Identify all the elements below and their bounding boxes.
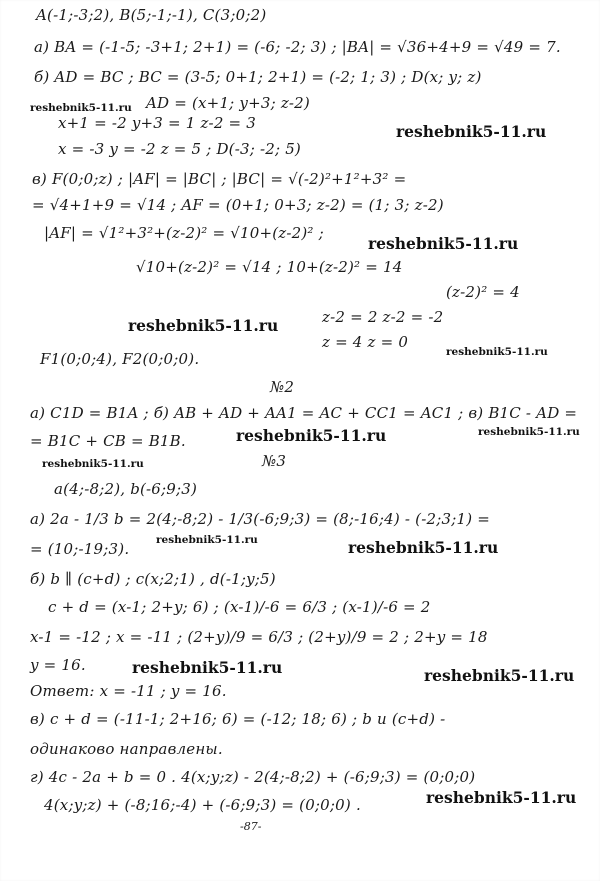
watermark-text: reshebnik5-11.ru bbox=[426, 788, 577, 807]
watermark-text: reshebnik5-11.ru bbox=[368, 234, 519, 253]
watermark-text: reshebnik5-11.ru bbox=[128, 316, 279, 335]
handwritten-line-8: = √4+1+9 = √14 ; AF = (0+1; 0+3; z-2) = (1; 3; z-2) bbox=[32, 196, 444, 214]
handwritten-line-29: г) 4c - 2a + b = 0 . 4(x;y;z) - 2(4;-8;2) + (-6;9;3) = (0;0;0) bbox=[30, 768, 476, 786]
handwritten-line-2: a) BA = (-1-5; -3+1; 2+1) = (-6; -2; 3) ; |BA| = √36+4+9 = √49 = 7. bbox=[34, 38, 561, 56]
handwritten-line-4: AD = (x+1; y+3; z-2) bbox=[146, 94, 310, 112]
handwritten-line-26: Ответ: x = -11 ; y = 16. bbox=[30, 682, 227, 700]
handwritten-line-20: a) 2a - 1/3 b = 2(4;-8;2) - 1/3(-6;9;3) = (8;-16;4) - (-2;3;1) = bbox=[30, 510, 490, 528]
handwritten-line-14: F1(0;0;4), F2(0;0;0). bbox=[40, 350, 200, 368]
handwritten-line-17: = B1C + CB = B1B. bbox=[30, 432, 186, 450]
handwritten-line-10: √10+(z-2)² = √14 ; 10+(z-2)² = 14 bbox=[136, 258, 403, 276]
handwritten-line-11: (z-2)² = 4 bbox=[446, 283, 520, 301]
handwritten-line-25: y = 16. bbox=[30, 656, 86, 674]
handwritten-line-9: |AF| = √1²+3²+(z-2)² = √10+(z-2)² ; bbox=[44, 224, 324, 242]
watermark-text: reshebnik5-11.ru bbox=[446, 346, 548, 358]
handwritten-line-28: одинаково направлены. bbox=[30, 740, 223, 758]
watermark-text: reshebnik5-11.ru bbox=[236, 426, 387, 445]
handwritten-line-1: A(-1;-3;2), B(5;-1;-1), C(3;0;2) bbox=[36, 6, 267, 24]
handwritten-line-6: x = -3 y = -2 z = 5 ; D(-3; -2; 5) bbox=[58, 140, 301, 158]
handwritten-line-23: c + d = (x-1; 2+y; 6) ; (x-1)/-6 = 6/3 ; (x-1)/-6 = 2 bbox=[48, 598, 431, 616]
handwritten-line-13: z = 4 z = 0 bbox=[322, 333, 409, 351]
watermark-text: reshebnik5-11.ru bbox=[42, 458, 144, 470]
handwritten-line-16: a) C1D = B1A ; б) AB + AD + AA1 = AC + CC1 = AC1 ; в) B1C - AD = bbox=[30, 404, 578, 422]
handwritten-line-18: №3 bbox=[262, 452, 287, 470]
handwritten-line-15: №2 bbox=[270, 378, 295, 396]
watermark-text: reshebnik5-11.ru bbox=[396, 122, 547, 141]
handwritten-line-21: = (10;-19;3). bbox=[30, 540, 130, 558]
handwritten-line-12: z-2 = 2 z-2 = -2 bbox=[322, 308, 444, 326]
handwritten-line-27: в) c + d = (-11-1; 2+16; 6) = (-12; 18; 6) ; b и (c+d) - bbox=[30, 710, 446, 728]
watermark-text: reshebnik5-11.ru bbox=[132, 658, 283, 677]
watermark-text: reshebnik5-11.ru bbox=[348, 538, 499, 557]
watermark-text: reshebnik5-11.ru bbox=[156, 534, 258, 546]
watermark-text: reshebnik5-11.ru bbox=[30, 102, 132, 114]
handwritten-line-24: x-1 = -12 ; x = -11 ; (2+y)/9 = 6/3 ; (2+y)/9 = 2 ; 2+y = 18 bbox=[30, 628, 488, 646]
handwritten-line-3: б) AD = BC ; BC = (3-5; 0+1; 2+1) = (-2; 1; 3) ; D(x; y; z) bbox=[34, 68, 482, 86]
watermark-text: reshebnik5-11.ru bbox=[478, 426, 580, 438]
handwritten-line-22: б) b ∥ (c+d) ; c(x;2;1) , d(-1;y;5) bbox=[30, 570, 276, 588]
handwritten-line-7: в) F(0;0;z) ; |AF| = |BC| ; |BC| = √(-2)²+1²+3² = bbox=[32, 170, 407, 188]
page-number: -87- bbox=[240, 820, 262, 833]
handwritten-line-5: x+1 = -2 y+3 = 1 z-2 = 3 bbox=[58, 114, 257, 132]
handwritten-line-30: 4(x;y;z) + (-8;16;-4) + (-6;9;3) = (0;0;0) . bbox=[44, 796, 361, 814]
handwritten-line-19: a(4;-8;2), b(-6;9;3) bbox=[54, 480, 198, 498]
watermark-text: reshebnik5-11.ru bbox=[424, 666, 575, 685]
